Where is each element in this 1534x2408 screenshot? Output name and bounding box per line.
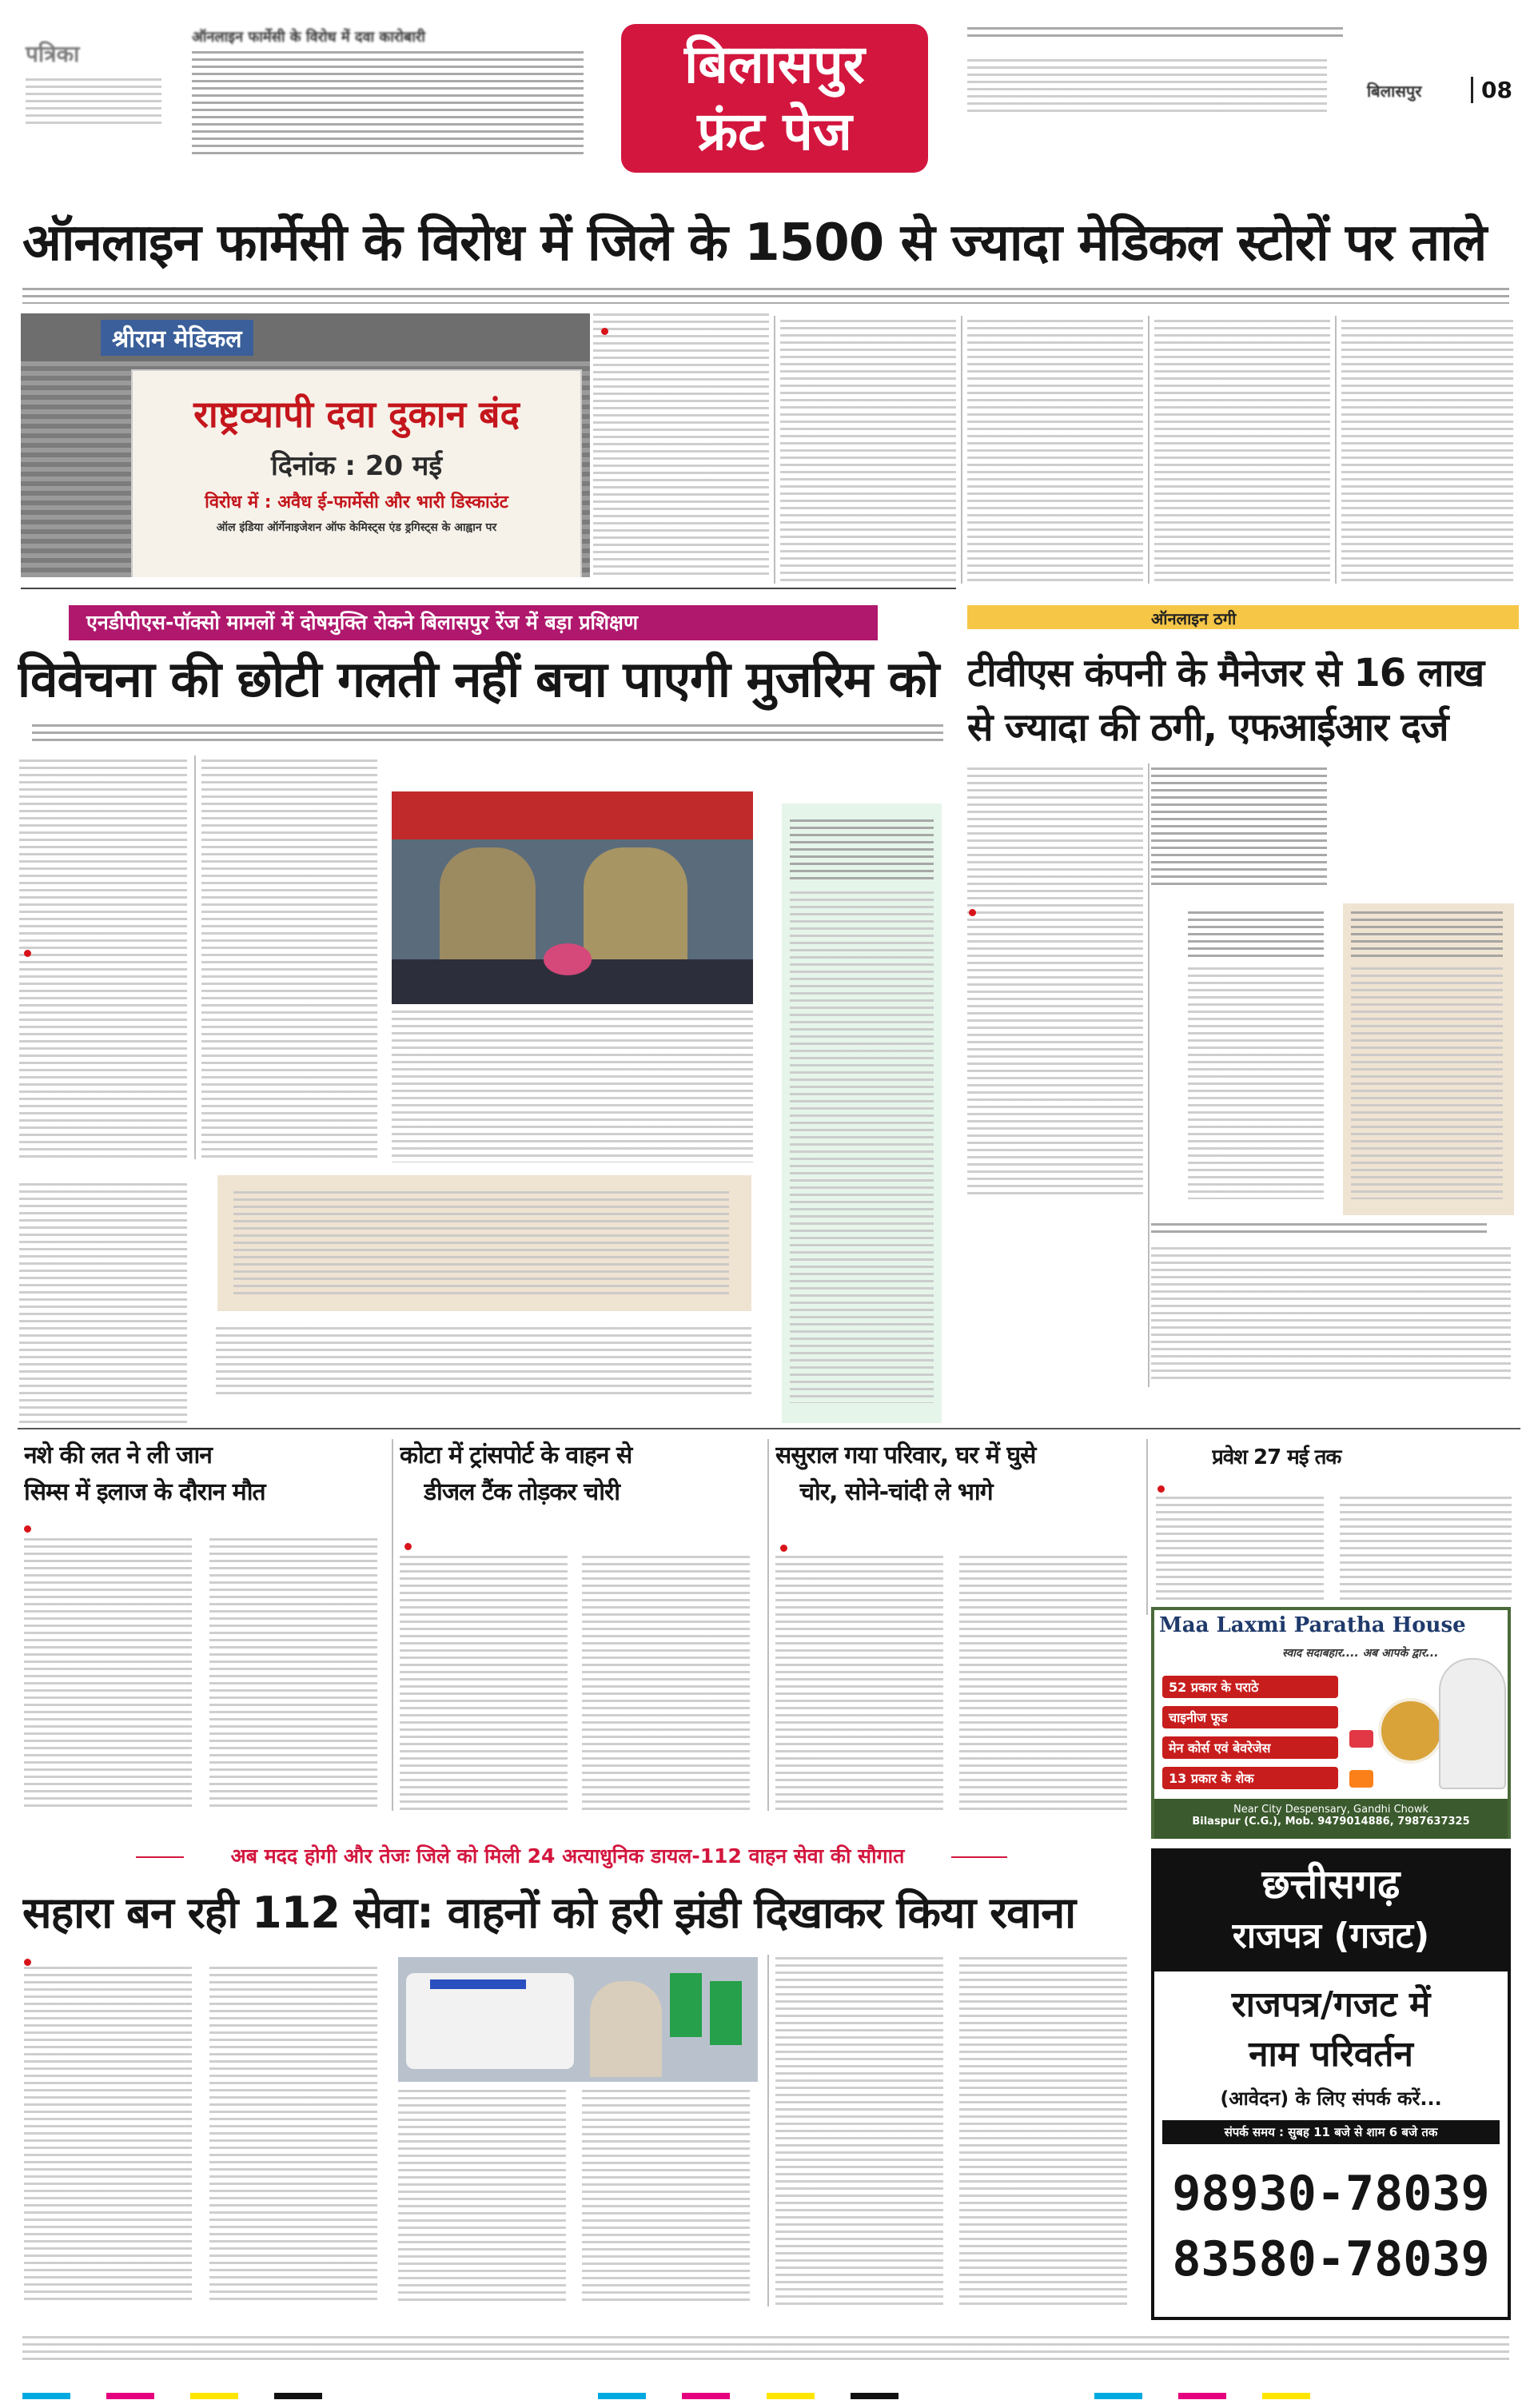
story2-highlight-box: [217, 1175, 751, 1311]
bottom-kicker: अब मदद होगी और तेजः जिले को मिली 24 अत्याधुनिक डायल-112 वाहन सेवा की सौगात: [184, 1840, 951, 1872]
ad-paratha-tagline: स्वाद सदाबहार.... अब आपके द्वार...: [1282, 1647, 1439, 1660]
ad-paratha-item-2: चाइनीज फूड: [1162, 1706, 1338, 1728]
banner-date: दिनांक : 20 मई: [270, 450, 443, 482]
gazette-body-1: राजपत्र/गजट में: [1231, 1984, 1431, 2025]
story3-headline-line1: टीवीएस कंपनी के मैनेजर से 16 लाख: [967, 651, 1484, 696]
gazette-body-3: (आवेदन) के लिए संपर्क करें...: [1220, 2087, 1442, 2110]
top-right-header: [967, 27, 1519, 115]
color-registration-bar: [22, 2387, 1509, 2394]
page-number: 08: [1471, 77, 1512, 103]
zomato-logo: [1349, 1730, 1373, 1748]
gazette-timing: संपर्क समय : सुबह 11 बजे से शाम 6 बजे तक: [1162, 2120, 1500, 2144]
ad-paratha-address2: Bilaspur (C.G.), Mob. 9479014886, 7987637325: [1192, 1816, 1470, 1828]
gazette-body-2: नाम परिवर्तन: [1249, 2034, 1413, 2075]
story2-headline: विवेचना की छोटी गलती नहीं बचा पाएगी मुजरिम को: [18, 650, 939, 708]
shop-sign: श्रीराम मेडिकल: [101, 320, 253, 356]
swiggy-logo: [1349, 1770, 1373, 1788]
gazette-phone-1: 98930-78039: [1172, 2166, 1490, 2222]
bottom-headline: सहारा बन रही 112 सेवा: वाहनों को हरी झंडी दिखाकर किया रवाना: [22, 1888, 1076, 1938]
ad-paratha-address1: Near City Despensary, Gandhi Chowk: [1233, 1804, 1429, 1816]
ad-paratha-item-1: 52 प्रकार के पराठे: [1162, 1676, 1338, 1698]
row1-headline-line1: नशे की लत ने ली जान: [24, 1441, 212, 1469]
row2-headline-line2: डीजल टैंक तोड़कर चोरी: [424, 1478, 620, 1506]
top-left-snippet-block: [192, 27, 592, 155]
row1-headline-line2: सिम्स में इलाज के दौरान मौत: [24, 1478, 265, 1506]
story3-info-box: [1343, 903, 1514, 1215]
ad-paratha-name: Maa Laxmi Paratha House: [1159, 1613, 1466, 1637]
section-title-badge: [621, 24, 928, 173]
row4-headline: प्रवेश 27 मई तक: [1212, 1445, 1341, 1469]
protest-banner: [131, 369, 582, 577]
chef-image: [1439, 1658, 1506, 1789]
ad-paratha: [1151, 1607, 1511, 1839]
section-title-line1: बिलासपुर: [684, 34, 865, 95]
story3-pullquote: [1180, 907, 1327, 1211]
masthead-logo: पत्रिका: [26, 41, 80, 67]
gazette-phone-2: 83580-78039: [1172, 2231, 1490, 2287]
gazette-title-1: छत्तीसगढ़: [1261, 1861, 1401, 1908]
police-briefing-photo: [392, 791, 753, 1004]
ad-paratha-item-4: 13 प्रकार के शेक: [1162, 1767, 1338, 1789]
story2-sidebar-box: [782, 803, 942, 1423]
ad-paratha-item-3: मेन कोर्स एवं बेवरेजेस: [1162, 1736, 1338, 1759]
story2-kicker: एनडीपीएस-पॉक्सो मामलों में दोषमुक्ति रोकने बिलासपुर रेंज में बड़ा प्रशिक्षण: [69, 605, 878, 640]
top-right-snippet: बिलासपुर: [1367, 82, 1422, 101]
dial112-vehicles-photo: [398, 1957, 758, 2082]
lead-headline: ऑनलाइन फार्मेसी के विरोध में जिले के 1500 से ज्यादा मेडिकल स्टोरों पर ताले: [22, 213, 1487, 273]
ad-gazette: [1151, 1848, 1511, 2320]
banner-footer: ऑल इंडिया ऑर्गेनाइजेशन ऑफ केमिस्ट्स एंड ड्रगिस्ट्स के आह्वान पर: [216, 521, 497, 534]
story3-kicker: ऑनलाइन ठगी: [1151, 609, 1237, 628]
banner-title: राष्ट्रव्यापी दवा दुकान बंद: [193, 393, 520, 436]
gazette-title-2: राजपत्र (गजट): [1232, 1916, 1430, 1956]
story3-kicker-band: [967, 605, 1519, 629]
masthead-logo-box: [18, 22, 177, 142]
row3-headline-line2: चोर, सोने-चांदी ले भागे: [799, 1478, 993, 1506]
story3-headline-line2: से ज्यादा की ठगी, एफआईआर दर्ज: [967, 705, 1448, 750]
food-plate-image: [1378, 1698, 1444, 1764]
row2-headline-line1: कोटा में ट्रांसपोर्ट के वाहन से: [400, 1441, 632, 1469]
lead-photo: [21, 313, 590, 577]
section-title-line2: फ्रंट पेज: [697, 101, 852, 162]
row3-headline-line1: ससुराल गया परिवार, घर में घुसे: [775, 1441, 1036, 1469]
top-left-snippet: ऑनलाइन फार्मेसी के विरोध में दवा कारोबारी: [192, 29, 425, 46]
banner-reason: विरोध में : अवैध ई-फार्मेसी और भारी डिस्काउंट: [205, 492, 508, 512]
